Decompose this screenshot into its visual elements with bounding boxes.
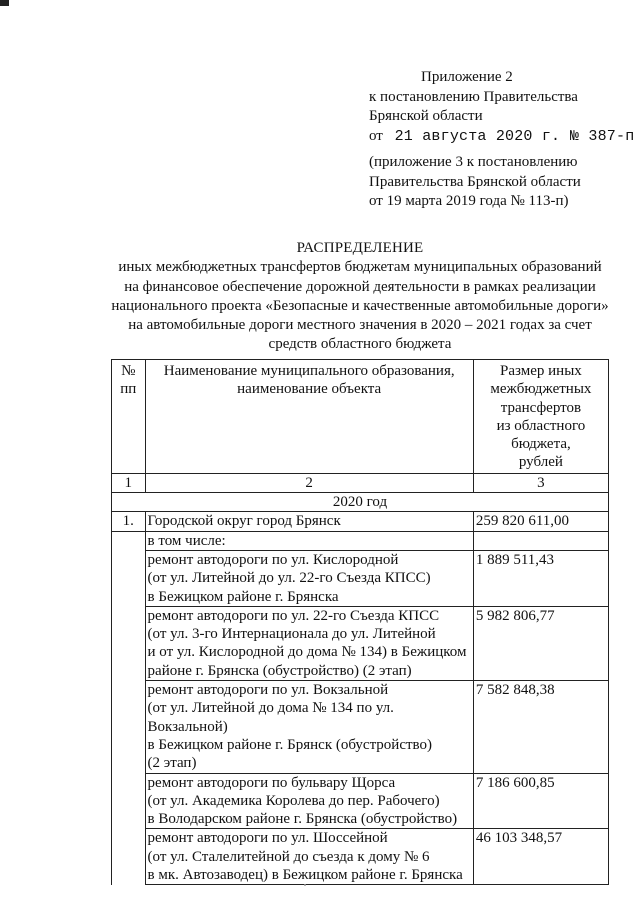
table-row	[112, 681, 609, 773]
district-amount: 259 820 611,00	[473, 512, 608, 531]
object-amount: 7 186 600,85	[473, 773, 608, 829]
object-name: ремонт автодороги по бульвару Щорса (от ул. Академика Королева до пер. Рабочего) в Володарском районе г. Брянска (обустройство)	[145, 773, 473, 829]
title-line-1: иных межбюджетных трансфертов бюджетам муниципальных образований	[118, 259, 602, 276]
header-number: № пп	[112, 360, 146, 474]
appendix-header	[369, 68, 634, 146]
title-line-4: на автомобильные дороги местного значения в 2020 – 2021 годах за счет	[128, 317, 592, 334]
object-name: ремонт автодороги по ул. Шоссейной (от ул. Сталелитейной до съезда к дому № 6 в мк. Автозаводец) в Бежицком районе г. Брянска	[145, 829, 473, 885]
distribution-table	[111, 359, 609, 885]
including-row	[112, 531, 609, 550]
previous-appendix-note	[369, 153, 581, 212]
resolution-number: № 387-п	[570, 127, 635, 145]
header-name: Наименование муниципального образования, наименование объекта	[145, 360, 473, 474]
year-label: 2020 год	[112, 493, 609, 512]
column-number-row	[112, 473, 609, 492]
column-number-1: 1	[112, 473, 146, 492]
resolution-date: 21 августа 2020 г.	[394, 127, 561, 145]
table-row	[112, 829, 609, 885]
document-title	[90, 239, 630, 355]
appendix-line-2: к постановлению Правительства	[369, 88, 578, 105]
title-line-2: на финансовое обеспечение дорожной деятельности в рамках реализации	[124, 278, 596, 295]
title-line-5: средств областного бюджета	[268, 336, 452, 353]
object-amount: 1 889 511,43	[473, 550, 608, 606]
district-name: Городской округ город Брянск	[145, 512, 473, 531]
object-amount: 5 982 806,77	[473, 606, 608, 680]
previous-line-1: (приложение 3 к постановлению	[369, 154, 578, 170]
header-amount: Размер иных межбюджетных трансфертов из областного бюджета, рублей	[473, 360, 608, 474]
appendix-date-line	[369, 127, 634, 147]
title-line-3: национального проекта «Безопасные и качественные автомобильные дороги»	[111, 297, 609, 314]
table-row	[112, 550, 609, 606]
object-amount: 46 103 348,57	[473, 829, 608, 885]
appendix-title: Приложение 2	[421, 69, 513, 85]
district-row	[112, 512, 609, 531]
including-label: в том числе:	[145, 531, 473, 550]
object-name: ремонт автодороги по ул. Кислородной (от ул. Литейной до ул. 22-го Съезда КПСС) в Бежицком районе г. Брянска	[145, 550, 473, 606]
table-header-row	[112, 360, 609, 474]
scan-corner-mark	[0, 0, 9, 6]
column-number-2: 2	[145, 473, 473, 492]
date-prefix: от	[369, 127, 383, 144]
title-heading: РАСПРЕДЕЛЕНИЕ	[296, 240, 424, 256]
scan-speck	[304, 884, 306, 886]
year-row	[112, 493, 609, 512]
column-number-3: 3	[473, 473, 608, 492]
appendix-line-3: Брянской области	[369, 108, 483, 124]
previous-line-2: Правительства Брянской области	[369, 173, 581, 190]
previous-line-3: от 19 марта 2019 года № 113-п)	[369, 193, 569, 209]
table-row	[112, 606, 609, 680]
object-name: ремонт автодороги по ул. Вокзальной (от ул. Литейной до дома № 134 по ул. Вокзальной) в Бежицком районе г. Брянск (обустройство) (2 этап)	[145, 681, 473, 773]
table-row	[112, 773, 609, 829]
object-amount: 7 582 848,38	[473, 681, 608, 773]
object-name: ремонт автодороги по ул. 22-го Съезда КПСС (от ул. 3-го Интернационала до ул. Литейной и от ул. Кислородной до дома № 134) в Бежицком районе г. Брянска (обустройство) (2 этап)	[145, 606, 473, 680]
district-number: 1.	[112, 512, 146, 531]
